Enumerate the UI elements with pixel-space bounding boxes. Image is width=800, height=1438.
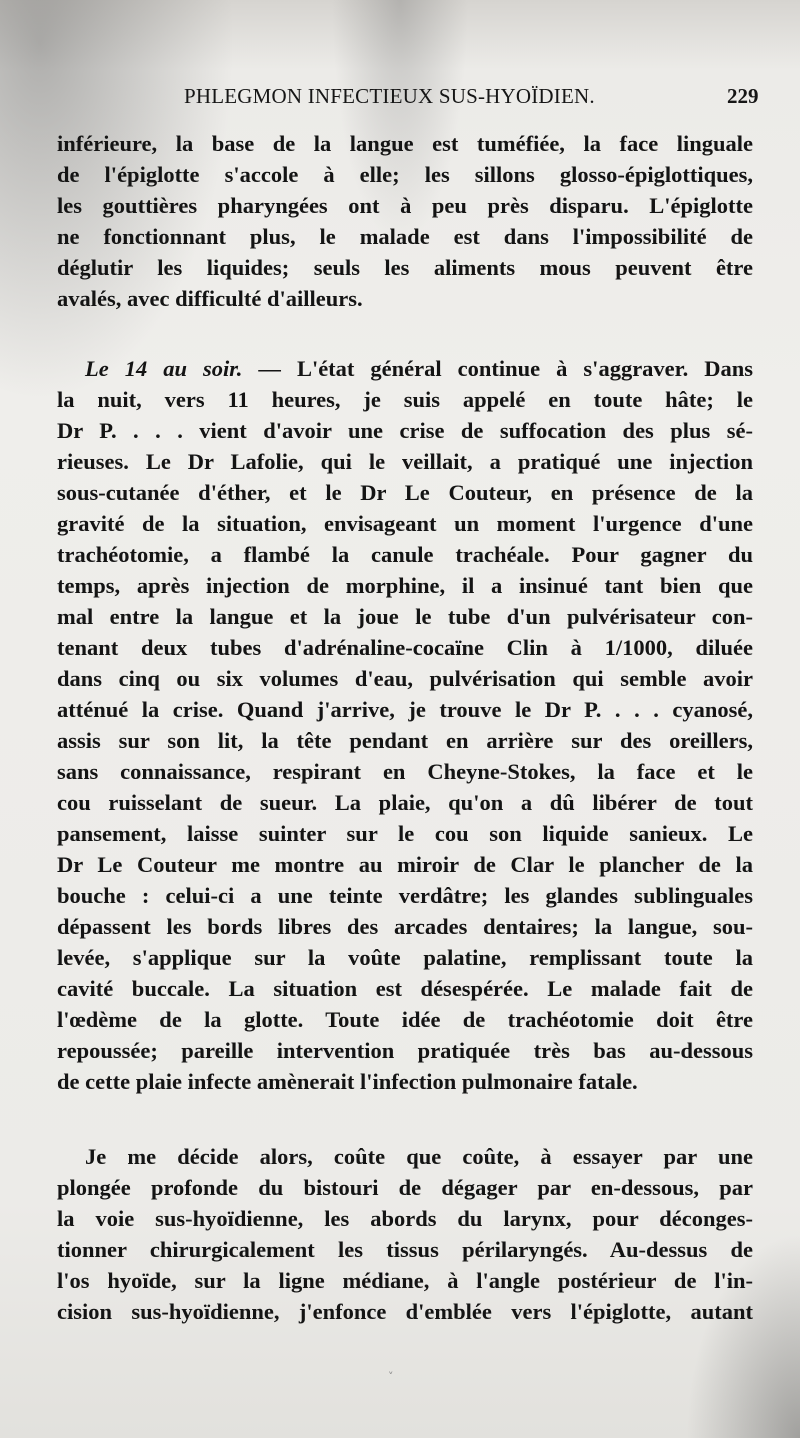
text-line: rieuses. Le Dr Lafolie, qui le veillait, a pratiqué une injection — [57, 449, 753, 474]
page-speck: ˅ — [388, 1370, 394, 1383]
paragraph-continuation — [57, 128, 753, 314]
text-line: tionner chirurgicalement les tissus périlaryngés. Au-dessus de — [57, 1237, 753, 1262]
text-line: l'œdème de la glotte. Toute idée de trachéotomie doit être — [57, 1007, 753, 1032]
text-line: bouche : celui-ci a une teinte verdâtre; les glandes sublinguales — [57, 883, 753, 908]
paragraph-evening-entry — [57, 353, 753, 1097]
text-line: temps, après injection de morphine, il a insinué tant bien que — [57, 573, 753, 598]
text-line: mal entre la langue et la joue le tube d'un pulvérisateur con- — [57, 604, 753, 629]
text-line: sous-cutanée d'éther, et le Dr Le Couteur, en présence de la — [57, 480, 753, 505]
date-label: Le 14 au soir. — [85, 356, 243, 381]
text-line: de l'épiglotte s'accole à elle; les sillons glosso-épiglottiques, — [57, 162, 753, 187]
text-line: atténué la crise. Quand j'arrive, je trouve le Dr P. . . . cyanosé, — [57, 697, 753, 722]
paragraph-decision — [57, 1141, 753, 1327]
text-line: dépassent les bords libres des arcades dentaires; la langue, sou- — [57, 914, 753, 939]
page-header — [0, 84, 800, 114]
text-line: Dr P. . . . vient d'avoir une crise de suffocation des plus sé- — [57, 418, 753, 443]
text-line: Je me décide alors, coûte que coûte, à essayer par une — [85, 1144, 753, 1169]
text-line: dans cinq ou six volumes d'eau, pulvérisation qui semble avoir — [57, 666, 753, 691]
text-line: Dr Le Couteur me montre au miroir de Clar le plancher de la — [57, 852, 753, 877]
text-line: cou ruisselant de sueur. La plaie, qu'on a dû libérer de tout — [57, 790, 753, 815]
text-line: assis sur son lit, la tête pendant en arrière sur des oreillers, — [57, 728, 753, 753]
running-title: PHLEGMON INFECTIEUX SUS-HYOÏDIEN. — [184, 84, 595, 108]
text-line: l'os hyoïde, sur la ligne médiane, à l'angle postérieur de l'in- — [57, 1268, 753, 1293]
text-line: sans connaissance, respirant en Cheyne-Stokes, la face et le — [57, 759, 753, 784]
text-line: avalés, avec difficulté d'ailleurs. — [57, 286, 363, 311]
text-line: repoussée; pareille intervention pratiquée très bas au-dessous — [57, 1038, 753, 1063]
text-line: inférieure, la base de la langue est tuméfiée, la face linguale — [57, 131, 753, 156]
text-line: les gouttières pharyngées ont à peu près disparu. L'épiglotte — [57, 193, 753, 218]
text-line: plongée profonde du bistouri de dégager par en-dessous, par — [57, 1175, 753, 1200]
text-line — [57, 353, 753, 384]
text-line: levée, s'applique sur la voûte palatine, remplissant toute la — [57, 945, 753, 970]
text-line-rest: — L'état général continue à s'aggraver. Dans — [242, 356, 753, 381]
page-number: 229 — [727, 84, 759, 108]
text-line: la nuit, vers 11 heures, je suis appelé en toute hâte; le — [57, 387, 753, 412]
text-line: cavité buccale. La situation est désespérée. Le malade fait de — [57, 976, 753, 1001]
text-line: la voie sus-hyoïdienne, les abords du larynx, pour déconges- — [57, 1206, 753, 1231]
text-line: trachéotomie, a flambé la canule trachéale. Pour gagner du — [57, 542, 753, 567]
text-line: tenant deux tubes d'adrénaline-cocaïne Clin à 1/1000, diluée — [57, 635, 753, 660]
text-line: déglutir les liquides; seuls les aliments mous peuvent être — [57, 255, 753, 280]
text-line: ne fonctionnant plus, le malade est dans l'impossibilité de — [57, 224, 753, 249]
text-line: gravité de la situation, envisageant un moment l'urgence d'une — [57, 511, 753, 536]
text-line: de cette plaie infecte amènerait l'infection pulmonaire fatale. — [57, 1069, 638, 1094]
text-line: cision sus-hyoïdienne, j'enfonce d'emblée vers l'épiglotte, autant — [57, 1299, 753, 1324]
text-line: pansement, laisse suinter sur le cou son liquide sanieux. Le — [57, 821, 753, 846]
